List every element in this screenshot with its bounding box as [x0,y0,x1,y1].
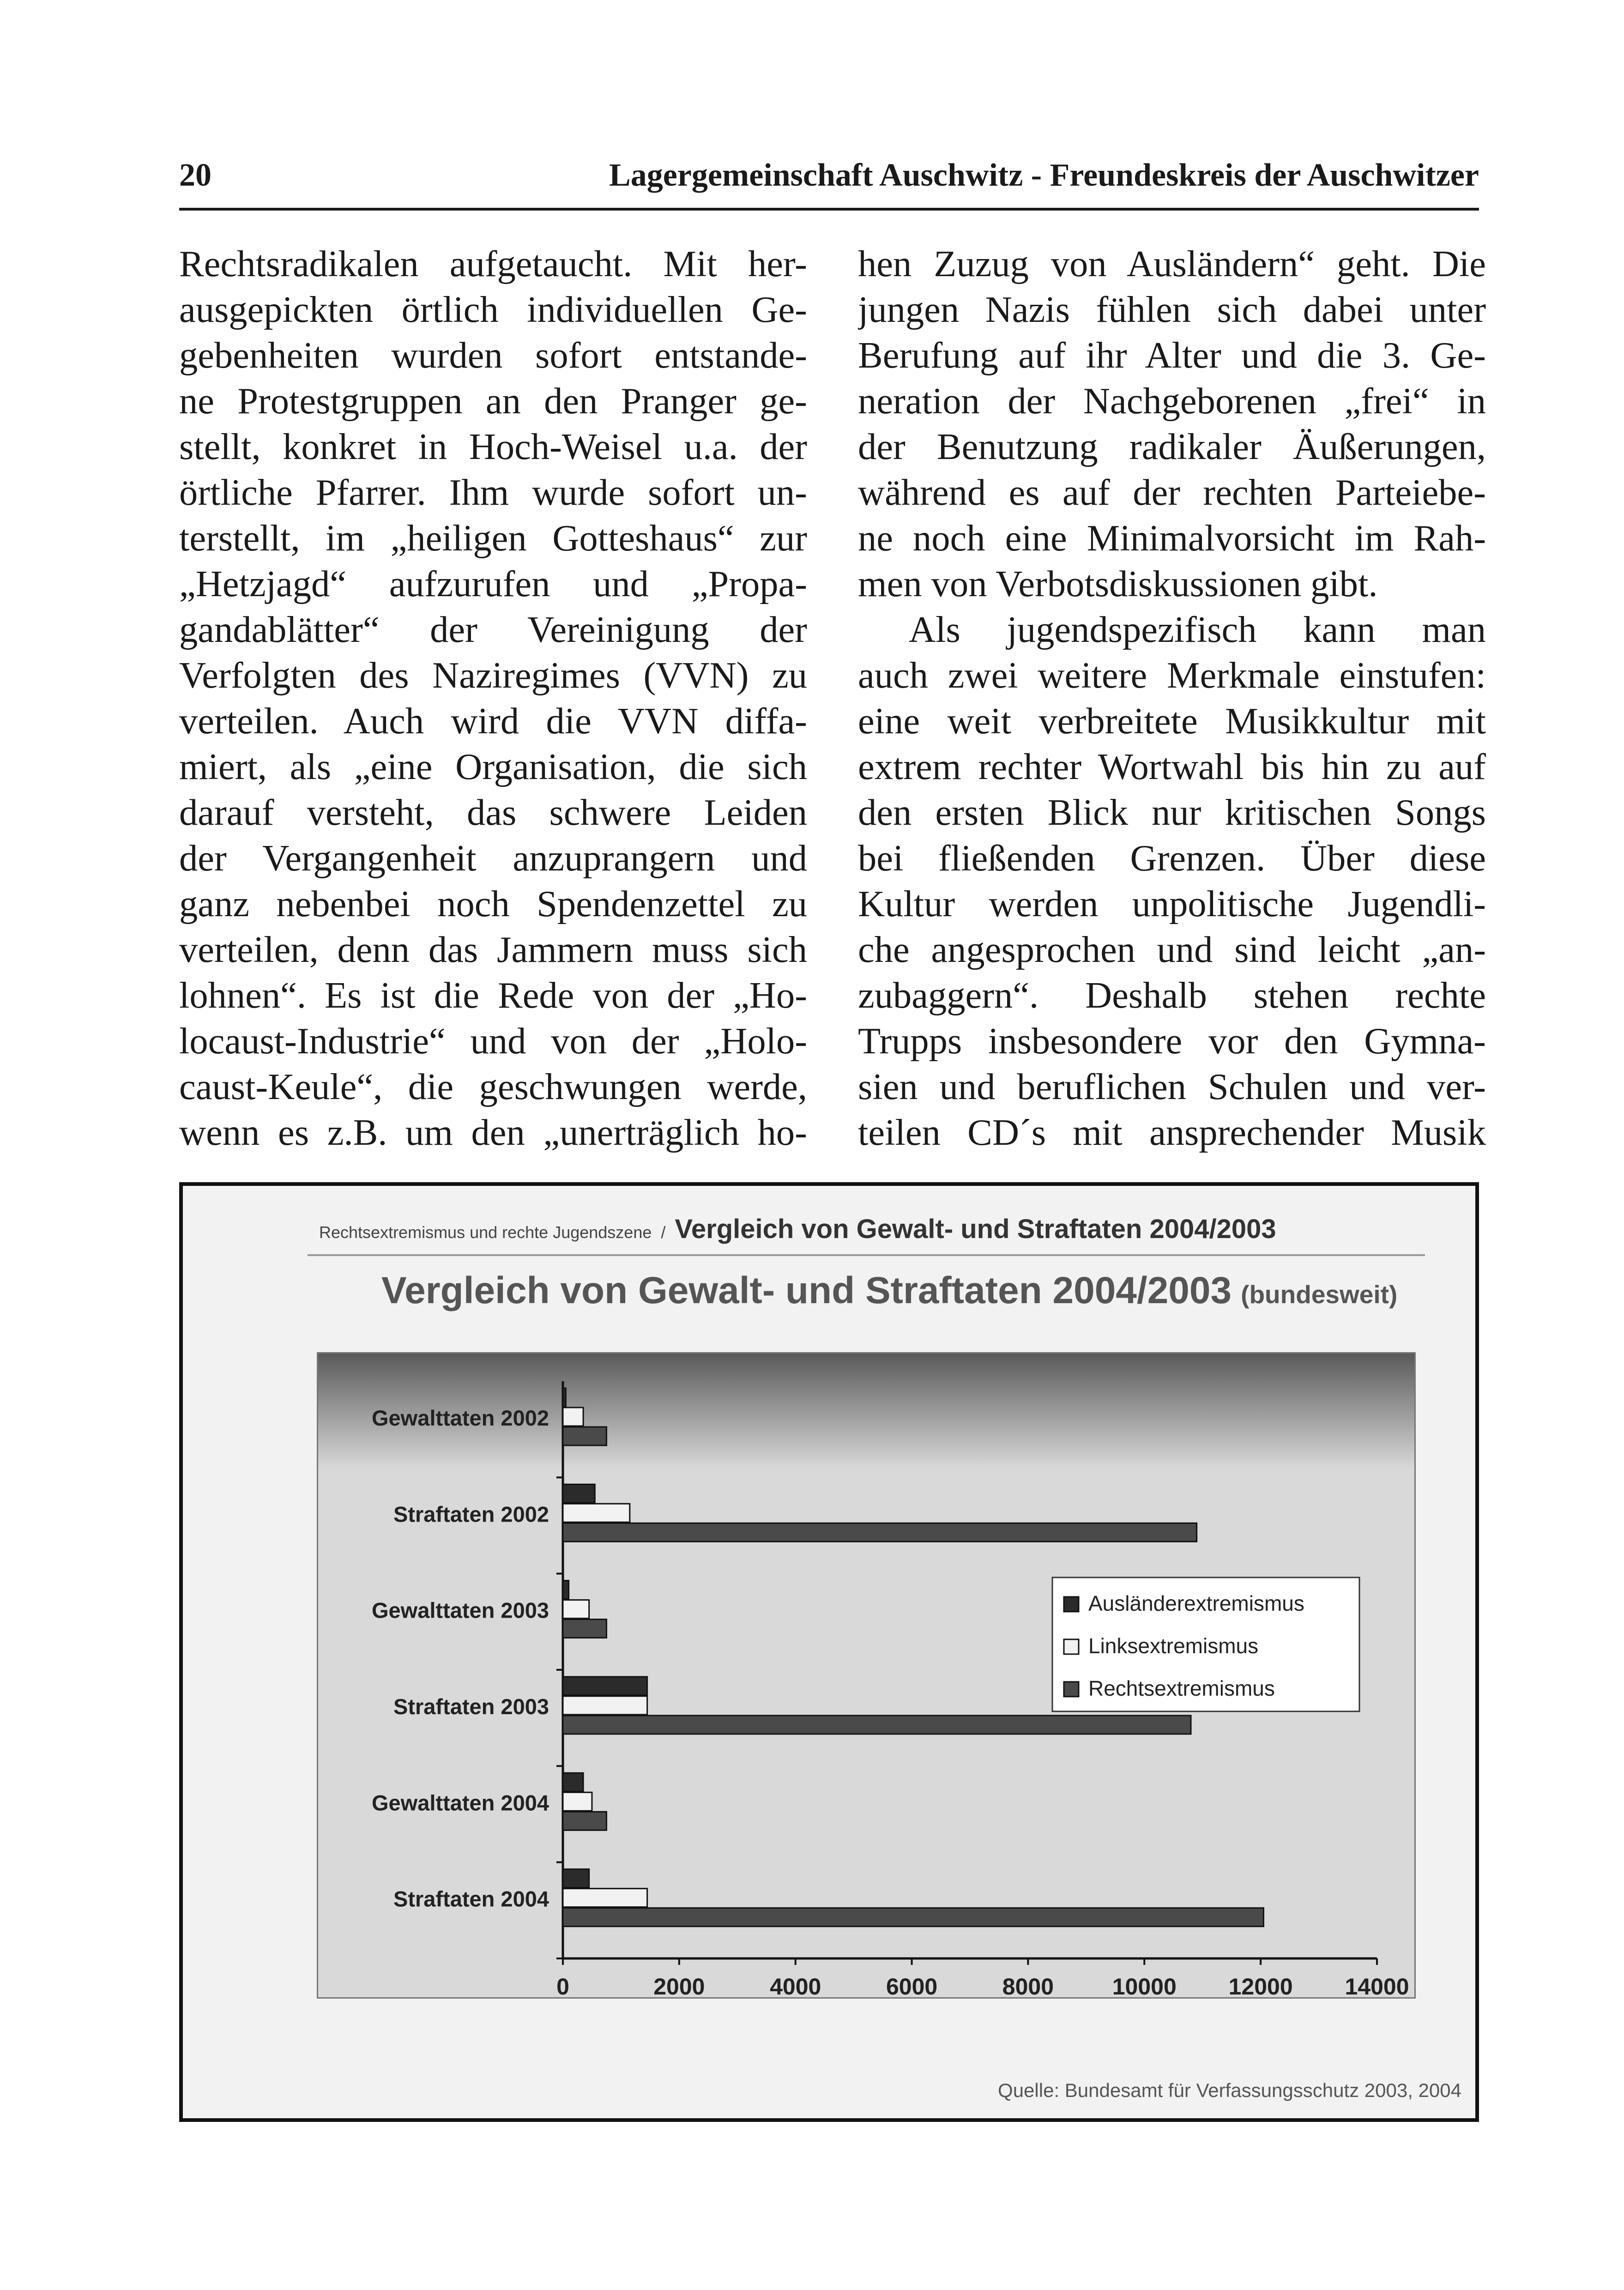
bar [563,1523,1197,1541]
chart-title-suffix: (bundesweit) [1241,1280,1398,1309]
figure-breadcrumb [319,1214,1276,1245]
text-line: eine weit verbreitete Musikkultur mit [858,701,1486,742]
bar [563,1773,583,1791]
text-line: sien und beruflichen Schulen und ver- [858,1066,1486,1107]
legend-label: Rechtsextremismus [1088,1676,1275,1700]
breadcrumb-section: Rechtsextremismus und rechte Jugendszene [319,1223,652,1242]
text-line: neration der Nachgeborenen „frei“ in [858,381,1486,422]
chart-title [381,1269,1397,1312]
text-line: locaust-Industrie“ und von der „Holo- [179,1021,807,1062]
x-tick-label: 10000 [1112,1974,1177,1997]
x-tick-label: 0 [556,1974,569,1997]
bar [563,1388,566,1407]
chart-source: Quelle: Bundesamt für Verfassungsschutz 2003, 2004 [998,2079,1461,2101]
bar [563,1619,606,1638]
x-tick-label: 14000 [1345,1974,1409,1997]
breadcrumb-separator: / [661,1223,666,1242]
text-line: zubaggern“. Deshalb stehen rechte [858,975,1486,1016]
text-line: stellt, konkret in Hoch-Weisel u.a. der [179,426,807,467]
text-line: teilen CD´s mit ansprechender Musik [858,1112,1486,1153]
chart-title-main: Vergleich von Gewalt- und Straftaten 2004/2003 [381,1269,1232,1311]
text-line: caust-Keule“, die geschwungen werde, [179,1066,807,1107]
text-line: Als jugendspezifisch kann man [909,609,1486,650]
bar [563,1504,630,1522]
legend-swatch [1064,1682,1079,1697]
text-line: bei fließenden Grenzen. Über diese [858,838,1486,879]
page-number: 20 [179,157,211,193]
text-line: miert, als „eine Organisation, die sich [179,746,807,787]
text-line: lohnen“. Es ist die Rede von der „Ho- [179,975,807,1016]
category-label: Gewalttaten 2002 [371,1406,549,1430]
text-line: verteilen. Auch wird die VVN diffa- [179,701,807,742]
category-label: Gewalttaten 2003 [371,1598,549,1623]
breadcrumb-title: Vergleich von Gewalt- und Straftaten 2004/2003 [675,1214,1276,1244]
text-line: Trupps insbesondere vor den Gymna- [858,1021,1486,1062]
text-line: hen Zuzug von Ausländern“ geht. Die [858,243,1486,284]
text-line: wenn es z.B. um den „unerträglich ho- [179,1112,807,1153]
text-line: Kultur werden unpolitische Jugendli- [858,883,1486,924]
bar [563,1869,589,1888]
text-line: ausgepickten örtlich individuellen Ge- [179,289,807,330]
legend-swatch [1064,1597,1079,1612]
text-line: che angesprochen und sind leicht „an- [858,929,1486,970]
bar [563,1581,569,1599]
legend-label: Linksextremismus [1088,1634,1259,1658]
text-line: gandablätter“ der Vereinigung der [179,609,807,650]
bar [563,1427,606,1445]
x-tick-label: 4000 [770,1974,821,1997]
text-line: terstellt, im „heiligen Gotteshaus“ zur [179,518,807,559]
category-label: Straftaten 2003 [393,1694,549,1719]
chart-frame [317,1352,1416,1999]
category-label: Straftaten 2002 [393,1502,549,1527]
category-label: Straftaten 2004 [393,1886,549,1911]
bar [563,1696,647,1715]
bar-chart [318,1353,1414,1997]
text-line: ganz nebenbei noch Spendenzettel zu [179,883,807,924]
bar [563,1908,1263,1927]
text-line: auch zwei weitere Merkmale einstufen: [858,655,1486,696]
x-tick-label: 12000 [1228,1974,1293,1997]
text-line: jungen Nazis fühlen sich dabei unter [858,289,1486,330]
bar [563,1889,647,1907]
figure-divider [308,1254,1425,1256]
text-line: Rechtsradikalen aufgetaucht. Mit her- [179,243,807,284]
text-line: den ersten Blick nur kritischen Songs [858,792,1486,833]
text-line: örtliche Pfarrer. Ihm wurde sofort un- [179,472,807,513]
text-line: der Vergangenheit anzuprangern und [179,838,807,879]
bar [563,1792,592,1811]
left-text-column [179,241,807,1155]
right-text-column [858,241,1486,1155]
legend-label: Ausländerextremismus [1088,1591,1304,1615]
text-line: verteilen, denn das Jammern muss sich [179,929,807,970]
text-line: ne Protestgruppen an den Pranger ge- [179,381,807,422]
x-tick-label: 2000 [653,1974,705,1997]
text-line: darauf versteht, das schwere Leiden [179,792,807,833]
category-label: Gewalttaten 2004 [371,1790,549,1815]
text-line: gebenheiten wurden sofort entstande- [179,335,807,376]
text-line: men von Verbotsdiskussionen gibt. [858,563,1378,604]
text-line: Verfolgten des Naziregimes (VVN) zu [179,655,807,696]
text-line: extrem rechter Wortwahl bis hin zu auf [858,746,1486,787]
text-line: „Hetzjagd“ aufzurufen und „Propa- [179,563,807,604]
bar [563,1677,647,1695]
x-tick-label: 6000 [886,1974,938,1997]
running-title: Lagergemeinschaft Auschwitz - Freundeskreis der Auschwitzer [609,157,1479,193]
text-line: ne noch eine Minimalvorsicht im Rah- [858,518,1486,559]
text-line: Berufung auf ihr Alter und die 3. Ge- [858,335,1486,376]
bar [563,1408,583,1426]
chart-figure [179,1182,1479,2122]
x-tick-label: 8000 [1002,1974,1054,1997]
legend-swatch [1064,1639,1079,1654]
bar [563,1812,606,1830]
text-line: der Benutzung radikaler Äußerungen, [858,426,1486,467]
bar [563,1484,595,1503]
bar [563,1600,589,1619]
text-line: während es auf der rechten Parteiebe- [858,472,1486,513]
page-header [179,152,1479,211]
bar [563,1716,1191,1734]
